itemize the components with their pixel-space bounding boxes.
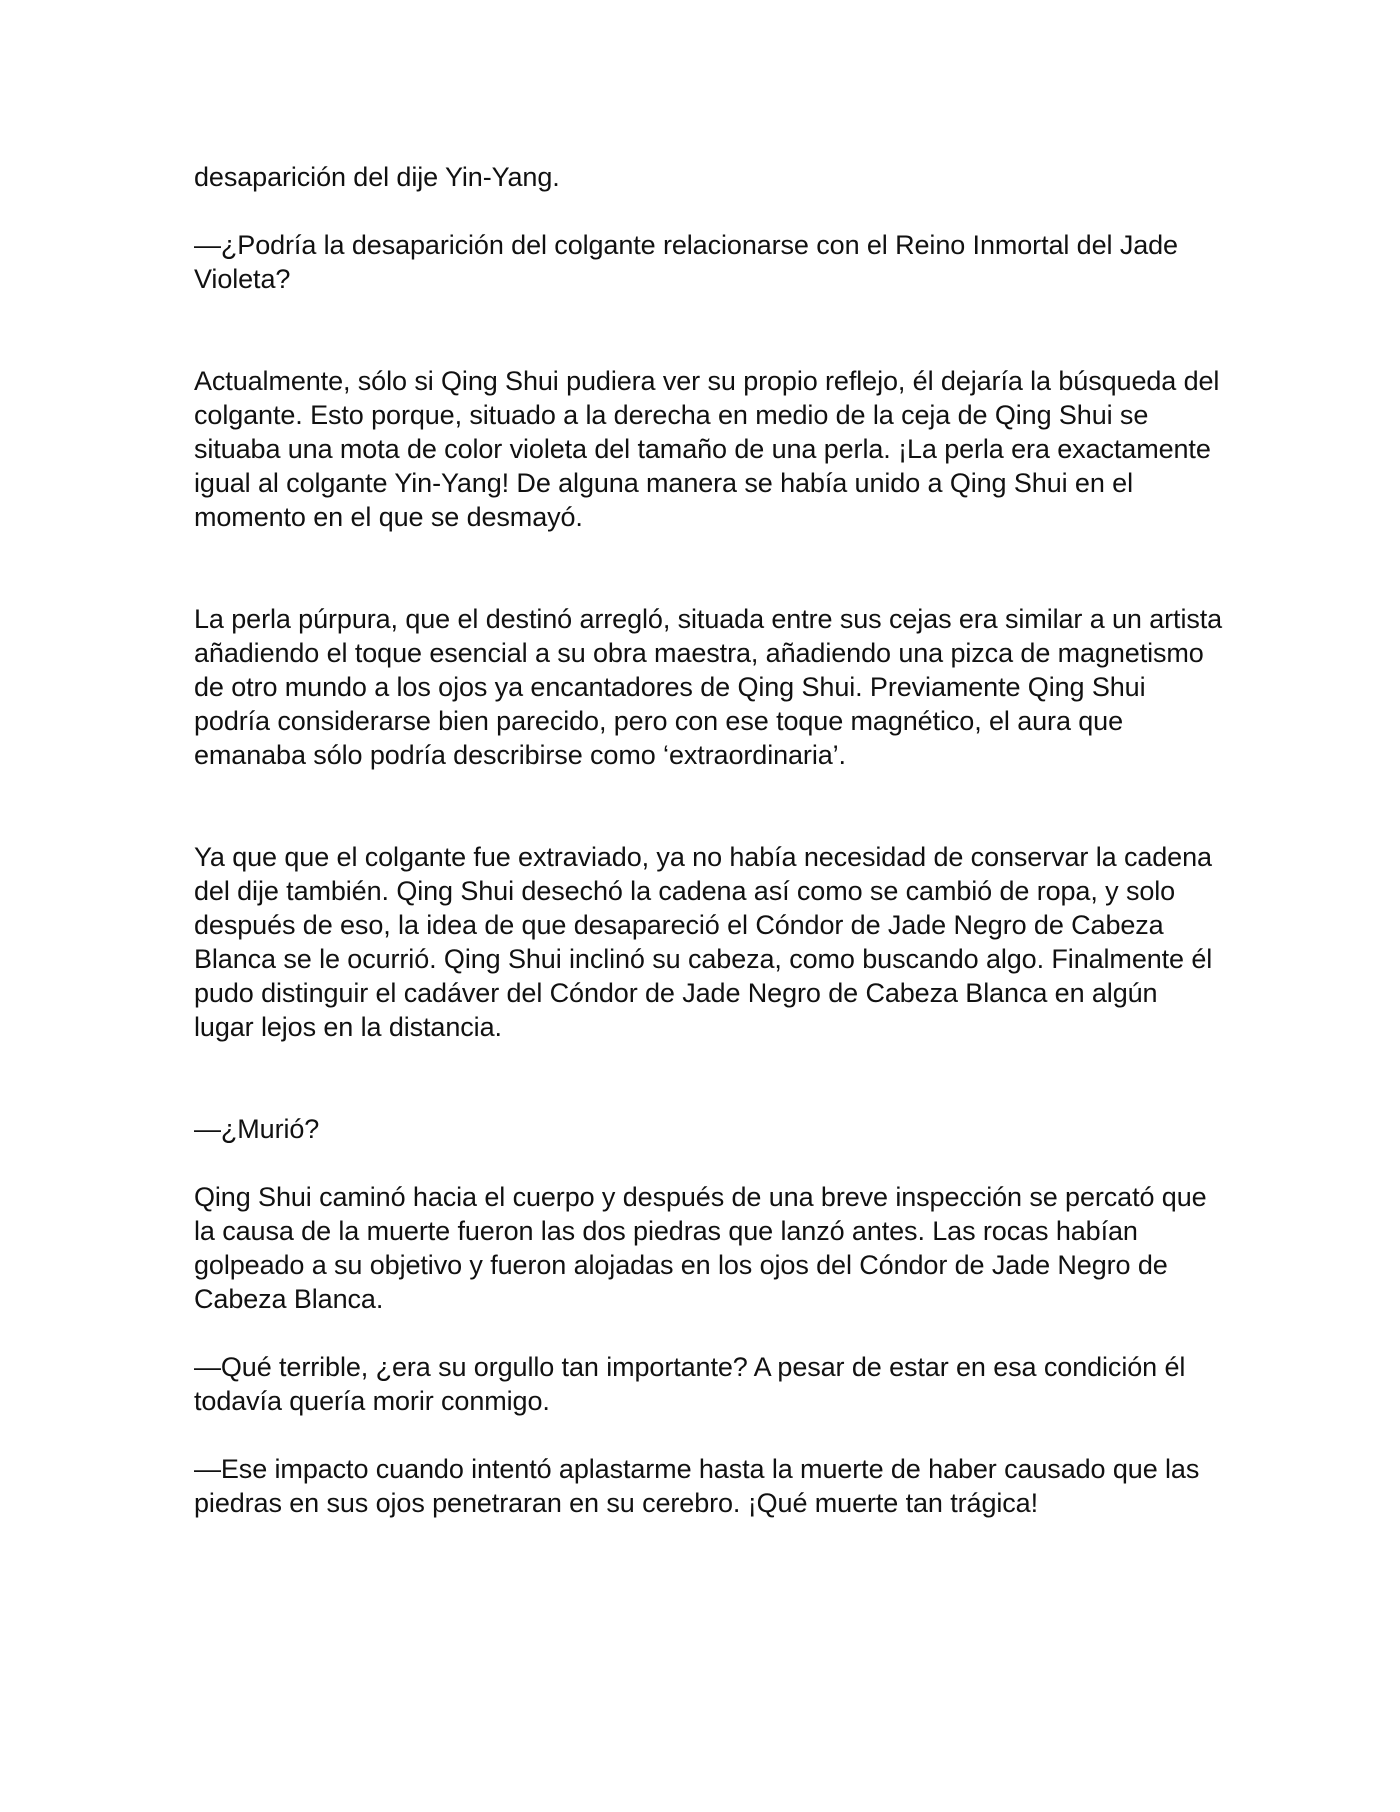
paragraph-spacer (194, 534, 1224, 602)
document-body (194, 160, 1224, 1520)
paragraph-spacer (194, 1418, 1224, 1452)
paragraph-3: Actualmente, sólo si Qing Shui pudiera ver su propio reflejo, él dejaría la búsqueda del colgante. Esto porque, situado a la derecha en medio de la ceja de Qing Shui se situaba una mota de color violeta del tamaño de una perla. ¡La perla era exactamente igual al colgante Yin-Yang! De alguna manera se había unido a Qing Shui en el momento en el que se desmayó. (194, 366, 1220, 532)
paragraph-7: Qing Shui caminó hacia el cuerpo y después de una breve inspección se percató que la causa de la muerte fueron las dos piedras que lanzó antes. Las rocas habían golpeado a su objetivo y fueron alojadas en los ojos del Cóndor de Jade Negro de Cabeza Blanca. (194, 1182, 1207, 1314)
paragraph-2: —¿Podría la desaparición del colgante relacionarse con el Reino Inmortal del Jade Violeta? (194, 230, 1178, 294)
paragraph-spacer (194, 194, 1224, 228)
paragraph-1: desaparición del dije Yin-Yang. (194, 162, 560, 192)
paragraph-spacer (194, 772, 1224, 840)
paragraph-5: Ya que que el colgante fue extraviado, ya no había necesidad de conservar la cadena del dije también. Qing Shui desechó la cadena así como se cambió de ropa, y solo después de eso, la idea de que desapareció el Cóndor de Jade Negro de Cabeza Blanca se le ocurrió. Qing Shui inclinó su cabeza, como buscando algo. Finalmente él pudo distinguir el cadáver del Cóndor de Jade Negro de Cabeza Blanca en algún lugar lejos en la distancia. (194, 842, 1213, 1042)
paragraph-spacer (194, 296, 1224, 364)
paragraph-spacer (194, 1146, 1224, 1180)
paragraph-8: —Qué terrible, ¿era su orgullo tan importante? A pesar de estar en esa condición él todavía quería morir conmigo. (194, 1352, 1186, 1416)
paragraph-6: —¿Murió? (194, 1114, 320, 1144)
paragraph-4: La perla púrpura, que el destinó arregló, situada entre sus cejas era similar a un artista añadiendo el toque esencial a su obra maestra, añadiendo una pizca de magnetismo de otro mundo a los ojos ya encantadores de Qing Shui. Previamente Qing Shui podría considerarse bien parecido, pero con ese toque magnético, el aura que emanaba sólo podría describirse como ‘extraordinaria’. (194, 604, 1223, 770)
paragraph-spacer (194, 1044, 1224, 1112)
paragraph-9: —Ese impacto cuando intentó aplastarme hasta la muerte de haber causado que las piedras en sus ojos penetraran en su cerebro. ¡Qué muerte tan trágica! (194, 1454, 1200, 1518)
paragraph-spacer (194, 1316, 1224, 1350)
